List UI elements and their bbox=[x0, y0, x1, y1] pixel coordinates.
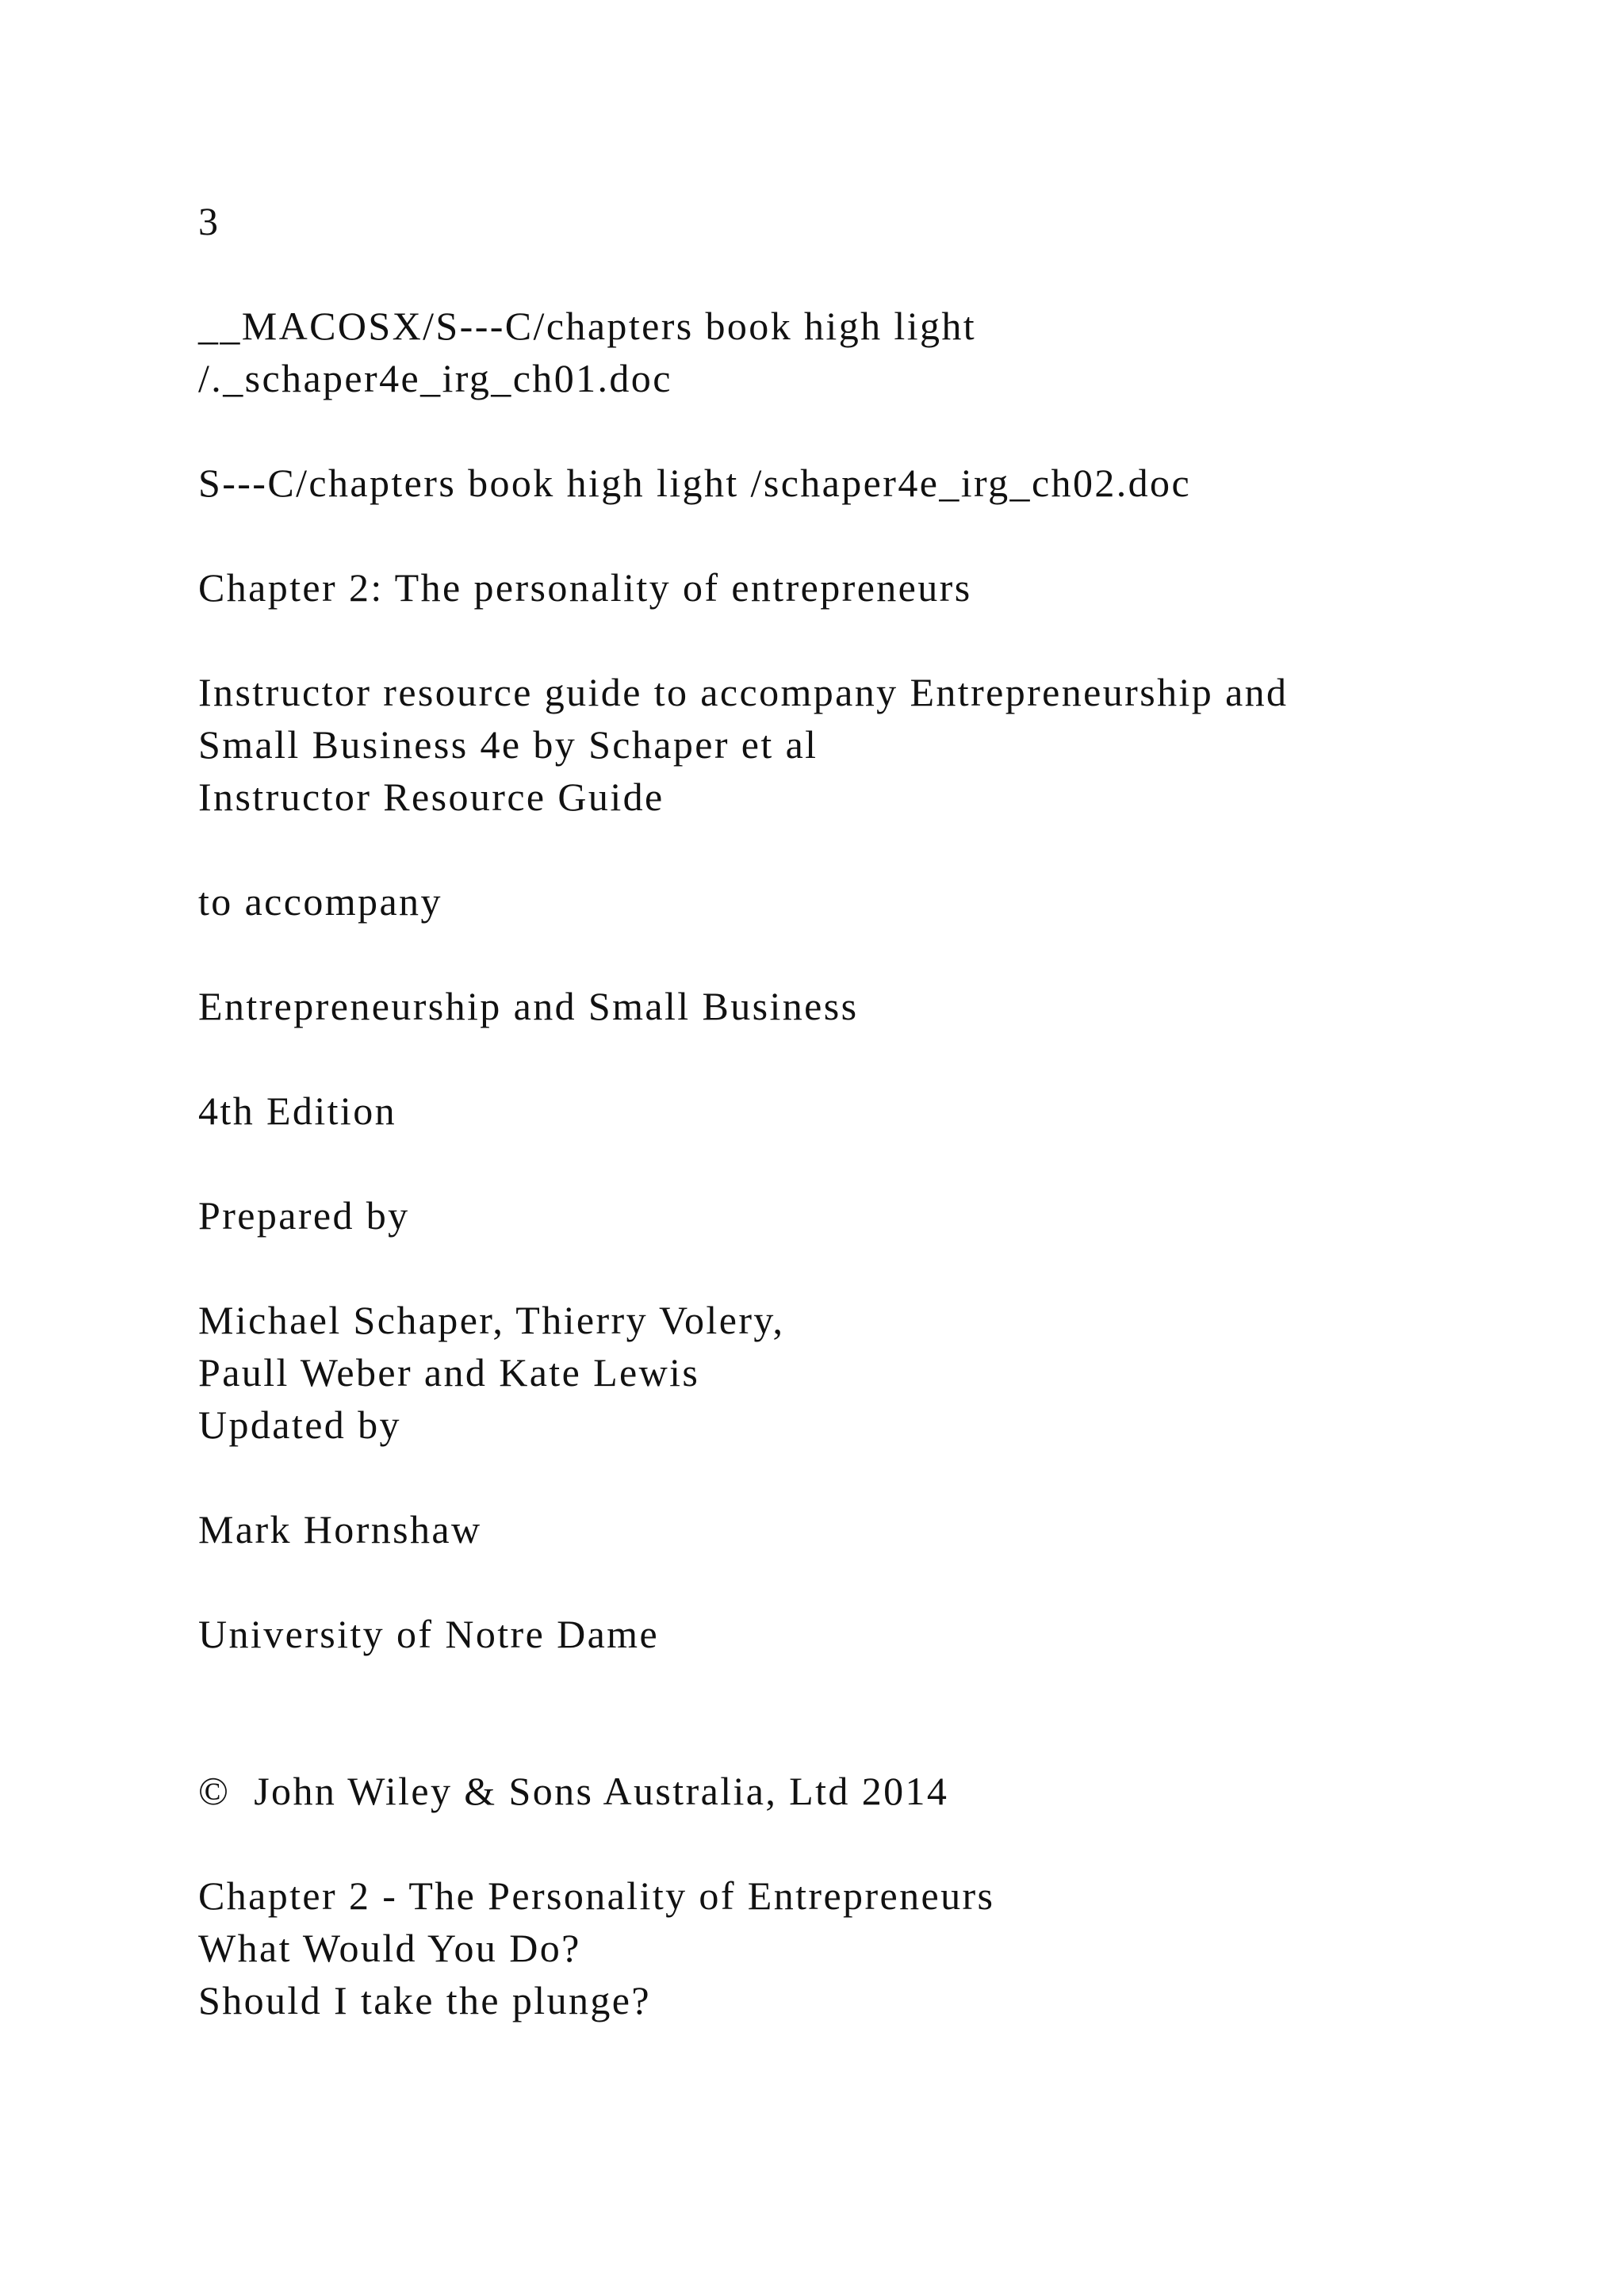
guide-title: Instructor Resource Guide bbox=[198, 775, 665, 819]
spacer bbox=[198, 1137, 1546, 1189]
updated-by-label: Updated by bbox=[198, 1402, 401, 1447]
book-title: Entrepreneurship and Small Business bbox=[198, 984, 859, 1028]
to-accompany: to accompany bbox=[198, 879, 442, 924]
guide-description-line-2: Small Business 4e by Schaper et al bbox=[198, 722, 818, 767]
edition: 4th Edition bbox=[198, 1089, 397, 1133]
copyright: © John Wiley & Sons Australia, Ltd 2014 bbox=[198, 1769, 949, 1813]
document-body bbox=[198, 195, 1546, 2026]
macosx-path-line-2: /._schaper4e_irg_ch01.doc bbox=[198, 356, 672, 400]
spacer bbox=[198, 1242, 1546, 1294]
spacer bbox=[198, 1660, 1546, 1765]
chapter-title: Chapter 2: The personality of entrepreneurs bbox=[198, 565, 972, 610]
institution: University of Notre Dame bbox=[198, 1612, 660, 1656]
spacer bbox=[198, 1817, 1546, 1869]
spacer bbox=[198, 509, 1546, 561]
section-heading: Chapter 2 - The Personality of Entrepreneurs bbox=[198, 1873, 995, 1918]
guide-description-line-1: Instructor resource guide to accompany Entrepreneurship and bbox=[198, 670, 1289, 714]
section-subheading: What Would You Do? bbox=[198, 1926, 581, 1970]
doc-path: S---C/chapters book high light /schaper4e_irg_ch02.doc bbox=[198, 461, 1192, 505]
authors-line-1: Michael Schaper, Thierry Volery, bbox=[198, 1298, 785, 1342]
section-question: Should I take the plunge? bbox=[198, 1978, 651, 2022]
spacer bbox=[198, 1032, 1546, 1085]
updater-name: Mark Hornshaw bbox=[198, 1507, 482, 1552]
prepared-by-label: Prepared by bbox=[198, 1193, 410, 1238]
spacer bbox=[198, 823, 1546, 875]
page-number: 3 bbox=[198, 199, 220, 243]
spacer bbox=[198, 928, 1546, 980]
spacer bbox=[198, 614, 1546, 666]
spacer bbox=[198, 1556, 1546, 1608]
spacer bbox=[198, 1451, 1546, 1503]
spacer bbox=[198, 404, 1546, 457]
spacer bbox=[198, 247, 1546, 300]
macosx-path-line-1: __MACOSX/S---C/chapters book high light bbox=[198, 304, 977, 348]
authors-line-2: Paull Weber and Kate Lewis bbox=[198, 1350, 700, 1395]
